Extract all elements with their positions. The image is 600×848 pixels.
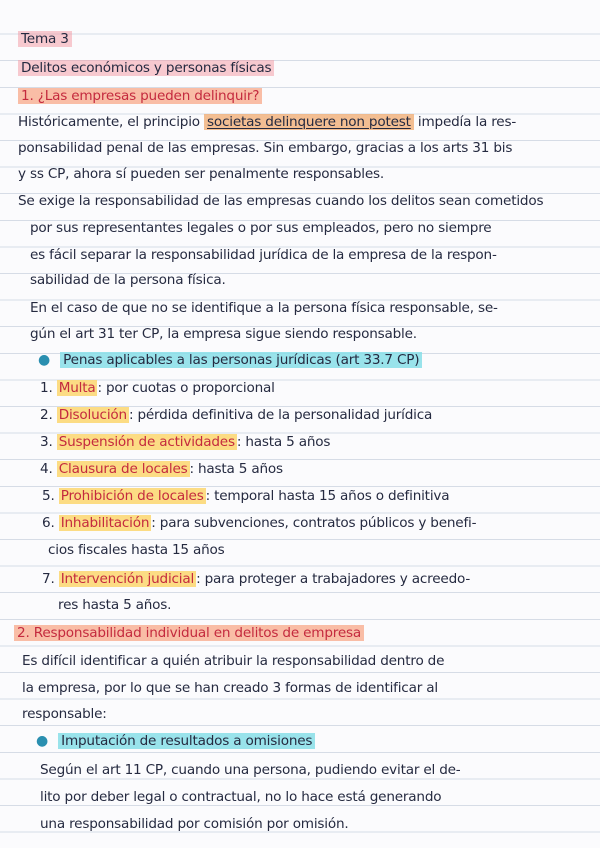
penalty-name: Inhabilitación: [60, 515, 150, 531]
section-1-heading: [18, 87, 262, 105]
penalty-desc: : hasta 5 años: [236, 434, 331, 450]
s1-p3-line-1: En el caso de que no se identifique a la persona física responsable, se-: [30, 300, 498, 316]
bullet-dot-icon: ●: [36, 733, 49, 749]
s1-bullet-penas-text: Penas aplicables a las personas jurídicas (art 33.7 CP): [60, 352, 422, 368]
penalty-num: 1.: [40, 380, 53, 396]
penalty-item: [40, 406, 432, 424]
s1-p1-l1-post: impedía la res-: [417, 114, 517, 130]
penalty-desc: : para proteger a trabajadores y acreedo-: [196, 571, 471, 587]
bullet-dot-icon: ●: [38, 352, 51, 368]
penalty-desc: : pérdida definitiva de la personalidad jurídica: [128, 407, 433, 423]
penalty-name: Clausura de locales: [58, 461, 188, 477]
s1-p2-line-1: Se exige la responsabilidad de las empresas cuando los delitos sean cometidos: [18, 193, 544, 209]
s1-p3-line-2: gún el art 31 ter CP, la empresa sigue siendo responsable.: [30, 326, 417, 342]
s2-bullet-imputacion-text: Imputación de resultados a omisiones: [58, 733, 315, 749]
s2-p1-line-2: la empresa, por lo que se han creado 3 formas de identificar al: [22, 680, 438, 696]
section-1-heading-text: 1. ¿Las empresas pueden delinquir?: [18, 88, 262, 104]
s2-p2-line-1: Según el art 11 CP, cuando una persona, pudiendo evitar el de-: [40, 762, 461, 778]
section-2-heading-text: 2. Responsabilidad individual en delitos de empresa: [14, 625, 364, 641]
subtitle-text: Delitos económicos y personas físicas: [18, 60, 274, 76]
penalty-num: 5.: [42, 488, 55, 504]
penalty-name: Prohibición de locales: [60, 488, 204, 504]
penalty-name: Suspensión de actividades: [58, 434, 235, 450]
s1-bullet-penas: [38, 351, 422, 369]
s1-p2-line-4: sabilidad de la persona física.: [30, 272, 226, 288]
page-title: [18, 30, 72, 48]
penalty-num: 6.: [42, 515, 55, 531]
penalty-name: Disolución: [58, 407, 127, 423]
penalty-item: [40, 379, 275, 397]
s1-p1-line-3: y ss CP, ahora sí pueden ser penalmente responsables.: [18, 166, 384, 182]
penalty-num: 2.: [40, 407, 53, 423]
s2-p2-line-2: lito por deber legal o contractual, no lo hace está generando: [40, 789, 442, 805]
latin-principle-term: societas delinquere non potest: [204, 114, 414, 130]
s1-p1-l1-pre: Históricamente, el principio: [18, 114, 200, 130]
penalty-num: 7.: [42, 571, 55, 587]
penalty-num: 4.: [40, 461, 53, 477]
page-subtitle: [18, 59, 274, 77]
penalty-continuation: cios fiscales hasta 15 años: [48, 542, 225, 558]
penalty-name: Multa: [58, 380, 96, 396]
penalty-desc: : por cuotas o proporcional: [97, 380, 275, 396]
penalty-item: [40, 433, 330, 451]
s1-p1-line-2: ponsabilidad penal de las empresas. Sin embargo, gracias a los arts 31 bis: [18, 140, 513, 156]
penalty-desc: : para subvenciones, contratos públicos y benefi-: [151, 515, 477, 531]
penalty-continuation: res hasta 5 años.: [58, 597, 172, 613]
s1-p2-line-3: es fácil separar la responsabilidad jurídica de la empresa de la respon-: [30, 247, 497, 263]
penalty-name: Intervención judicial: [60, 571, 195, 587]
penalty-num: 3.: [40, 434, 53, 450]
penalty-item: [42, 570, 470, 588]
s2-p2-line-3: una responsabilidad por comisión por omisión.: [40, 816, 349, 832]
s1-p1-line-1: [18, 113, 516, 131]
penalty-item: [40, 460, 283, 478]
penalty-desc: : temporal hasta 15 años o definitiva: [205, 488, 450, 504]
title-text: Tema 3: [18, 31, 72, 47]
section-2-heading: [14, 624, 364, 642]
s2-p1-line-1: Es difícil identificar a quién atribuir la responsabilidad dentro de: [22, 653, 445, 669]
s2-p1-line-3: responsable:: [22, 706, 107, 722]
penalty-item: [42, 514, 476, 532]
s1-p2-line-2: por sus representantes legales o por sus empleados, pero no siempre: [30, 220, 492, 236]
penalty-desc: : hasta 5 años: [189, 461, 283, 477]
penalty-item: [42, 487, 449, 505]
s2-bullet-imputacion: [36, 732, 315, 750]
